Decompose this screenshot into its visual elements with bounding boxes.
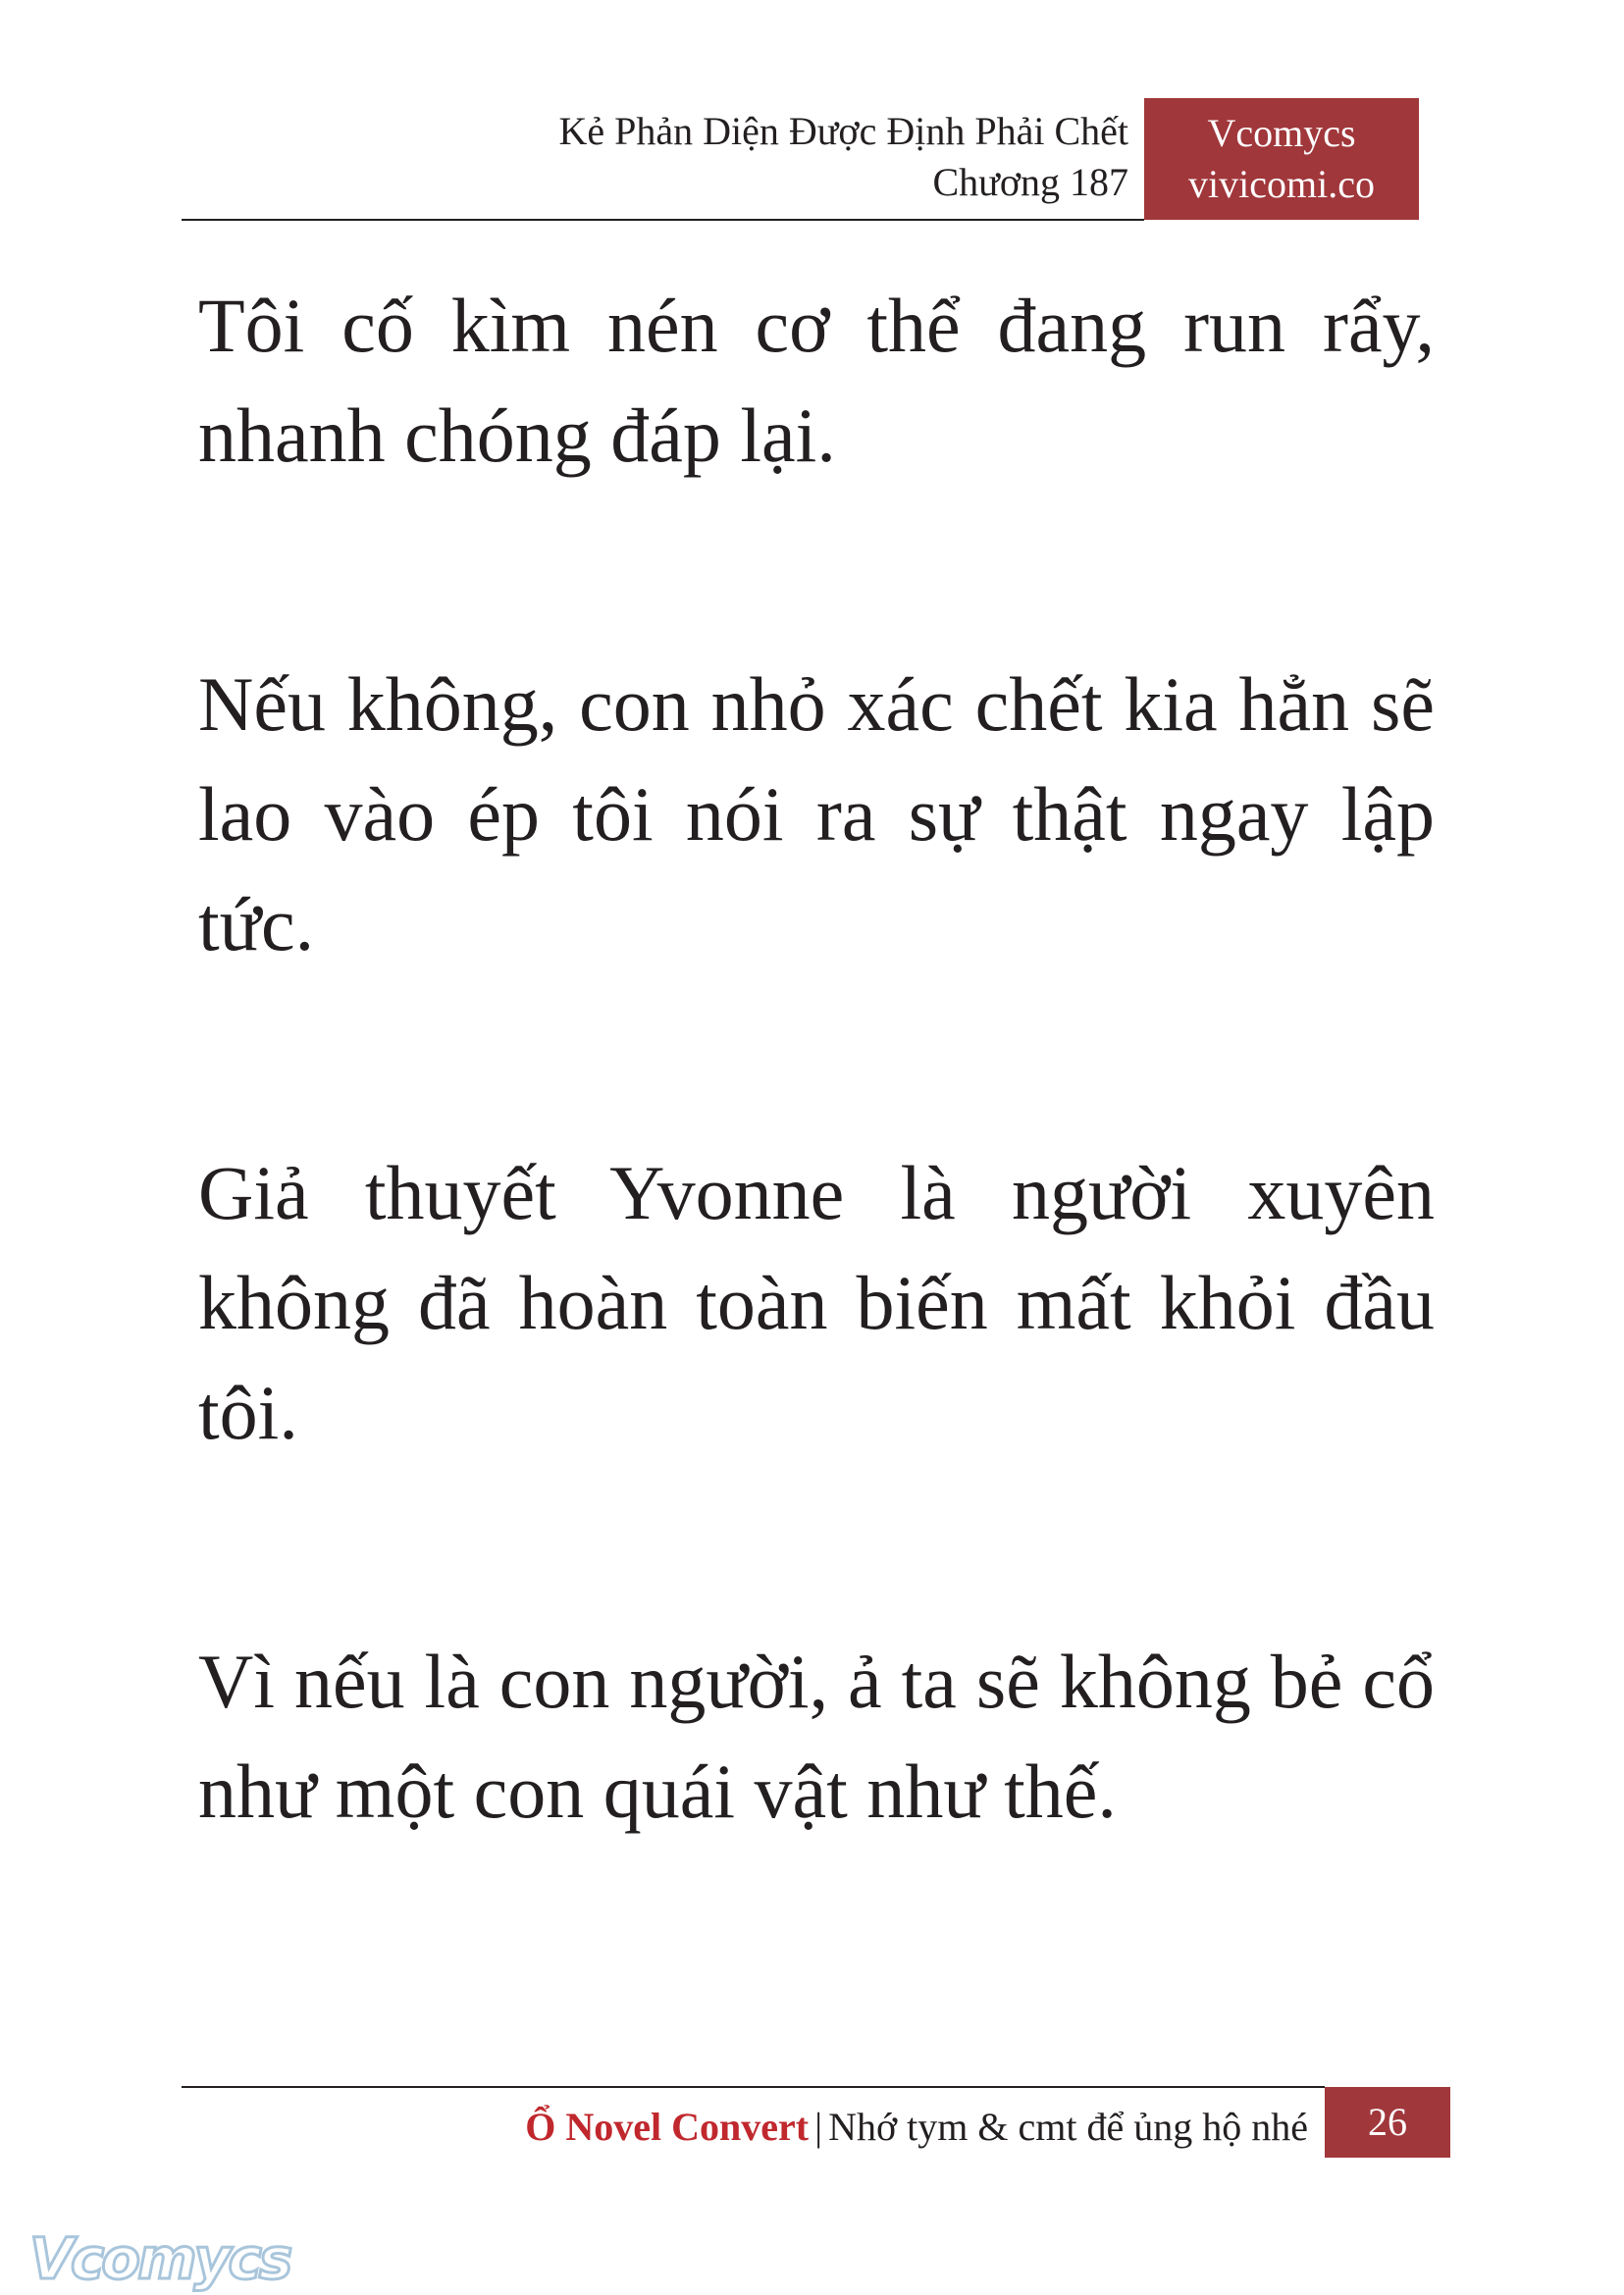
- footer-separator: |: [814, 2105, 823, 2149]
- chapter-label: Chương 187: [932, 160, 1128, 204]
- running-header: [558, 106, 1128, 208]
- footer-brand: Ổ Novel Convert: [525, 2105, 810, 2149]
- site-url: vivicomi.co: [1188, 162, 1375, 206]
- site-name: Vcomycs: [1207, 111, 1356, 155]
- footer-divider: [182, 2086, 1325, 2088]
- footer-message: Nhớ tym & cmt để ủng hộ nhé: [828, 2105, 1308, 2149]
- paragraph: Nếu không, con nhỏ xác chết kia hẳn sẽ lao vào ép tôi nói ra sự thật ngay lập tức.: [198, 661, 1435, 966]
- paragraph: Vì nếu là con người, ả ta sẽ không bẻ cổ như một con quái vật như thế.: [198, 1639, 1435, 1834]
- watermark-logo: Vcomycs: [29, 2225, 290, 2292]
- paragraph: Giả thuyết Yvonne là người xuyên không đã hoàn toàn biến mất khỏi đầu tôi.: [198, 1150, 1435, 1455]
- page-body: [198, 271, 1435, 2006]
- paragraph: Tôi cố kìm nén cơ thể đang run rẩy, nhanh chóng đáp lại.: [198, 283, 1435, 478]
- site-badge: [1144, 98, 1419, 220]
- header-divider: [182, 219, 1144, 221]
- book-title: Kẻ Phản Diện Được Định Phải Chết: [558, 109, 1128, 153]
- page-number: 26: [1325, 2087, 1450, 2158]
- footer: [525, 2102, 1308, 2153]
